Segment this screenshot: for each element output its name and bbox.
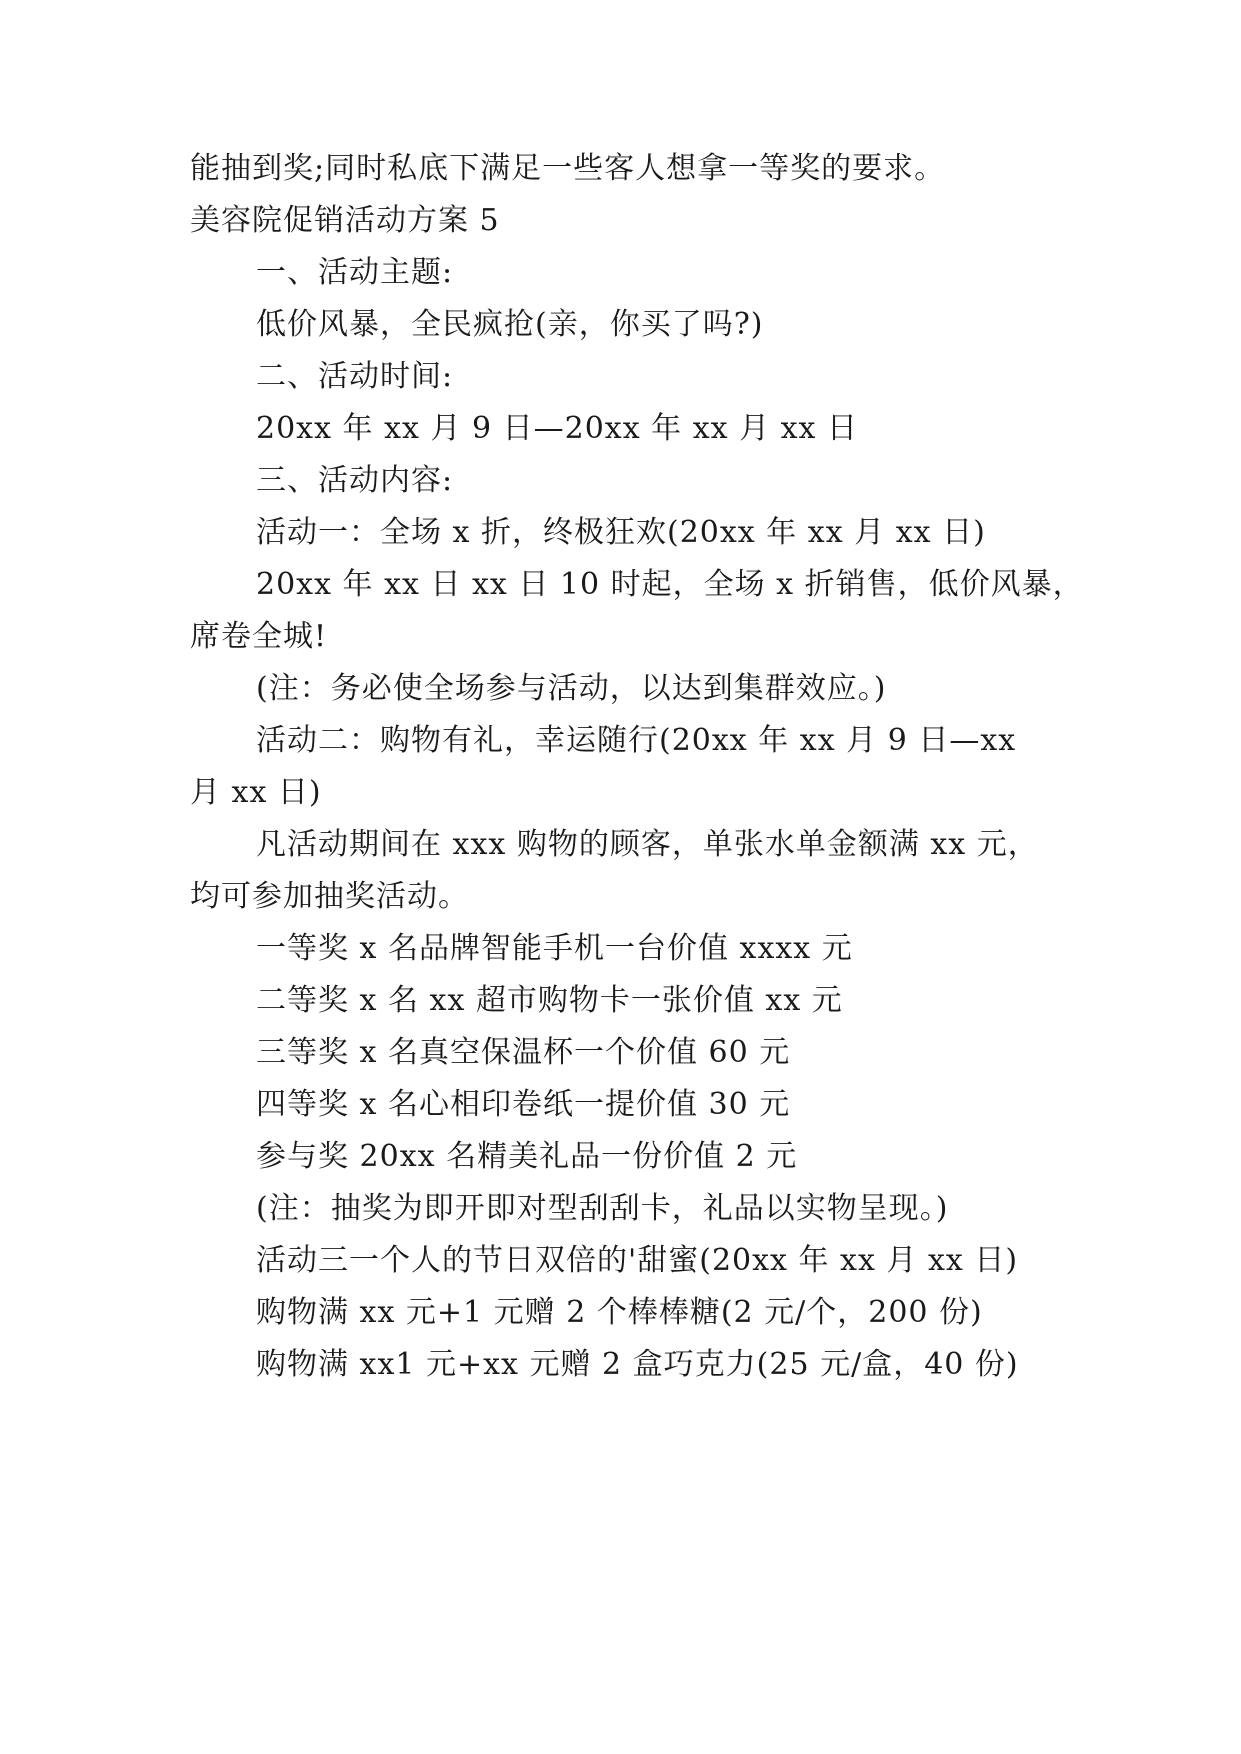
paragraph-line: 席卷全城!: [190, 619, 328, 654]
paragraph-line: 20xx 年 xx 月 9 日—20xx 年 xx 月 xx 日: [256, 411, 858, 446]
paragraph-line: 活动三一个人的节日双倍的'甜蜜(20xx 年 xx 月 xx 日): [256, 1243, 1019, 1278]
paragraph-line: 能抽到奖;同时私底下满足一些客人想拿一等奖的要求。: [190, 151, 946, 186]
paragraph-line: 均可参加抽奖活动。: [190, 879, 469, 914]
prize-line: 一等奖 x 名品牌智能手机一台价值 xxxx 元: [256, 931, 853, 966]
prize-line: 二等奖 x 名 xx 超市购物卡一张价值 xx 元: [256, 983, 843, 1018]
paragraph-line: 20xx 年 xx 日 xx 日 10 时起，全场 x 折销售，低价风暴，: [256, 567, 1084, 602]
paragraph-line: 凡活动期间在 xxx 购物的顾客，单张水单金额满 xx 元，: [256, 827, 1039, 862]
paragraph-line: 低价风暴，全民疯抢(亲，你买了吗?): [256, 307, 764, 342]
paragraph-line: (注：抽奖为即开即对型刮刮卡，礼品以实物呈现。): [256, 1191, 949, 1226]
paragraph-line: 购物满 xx1 元+xx 元赠 2 盒巧克力(25 元/盒，40 份): [256, 1347, 1019, 1382]
prize-line: 参与奖 20xx 名精美礼品一份价值 2 元: [256, 1139, 798, 1174]
heading-content: 三、活动内容:: [256, 463, 454, 498]
paragraph-line: 活动一：全场 x 折，终极狂欢(20xx 年 xx 月 xx 日): [256, 515, 986, 550]
paragraph-line: 购物满 xx 元+1 元赠 2 个棒棒糖(2 元/个，200 份): [256, 1295, 983, 1330]
heading-time: 二、活动时间:: [256, 359, 454, 394]
section-title: 美容院促销活动方案 5: [190, 203, 500, 238]
prize-line: 四等奖 x 名心相印卷纸一提价值 30 元: [256, 1087, 791, 1122]
paragraph-line: 活动二：购物有礼，幸运随行(20xx 年 xx 月 9 日—xx: [256, 723, 1017, 758]
paragraph-line: (注：务必使全场参与活动，以达到集群效应。): [256, 671, 887, 706]
prize-line: 三等奖 x 名真空保温杯一个价值 60 元: [256, 1035, 791, 1070]
paragraph-line: 月 xx 日): [190, 775, 322, 810]
heading-theme: 一、活动主题:: [256, 255, 454, 290]
